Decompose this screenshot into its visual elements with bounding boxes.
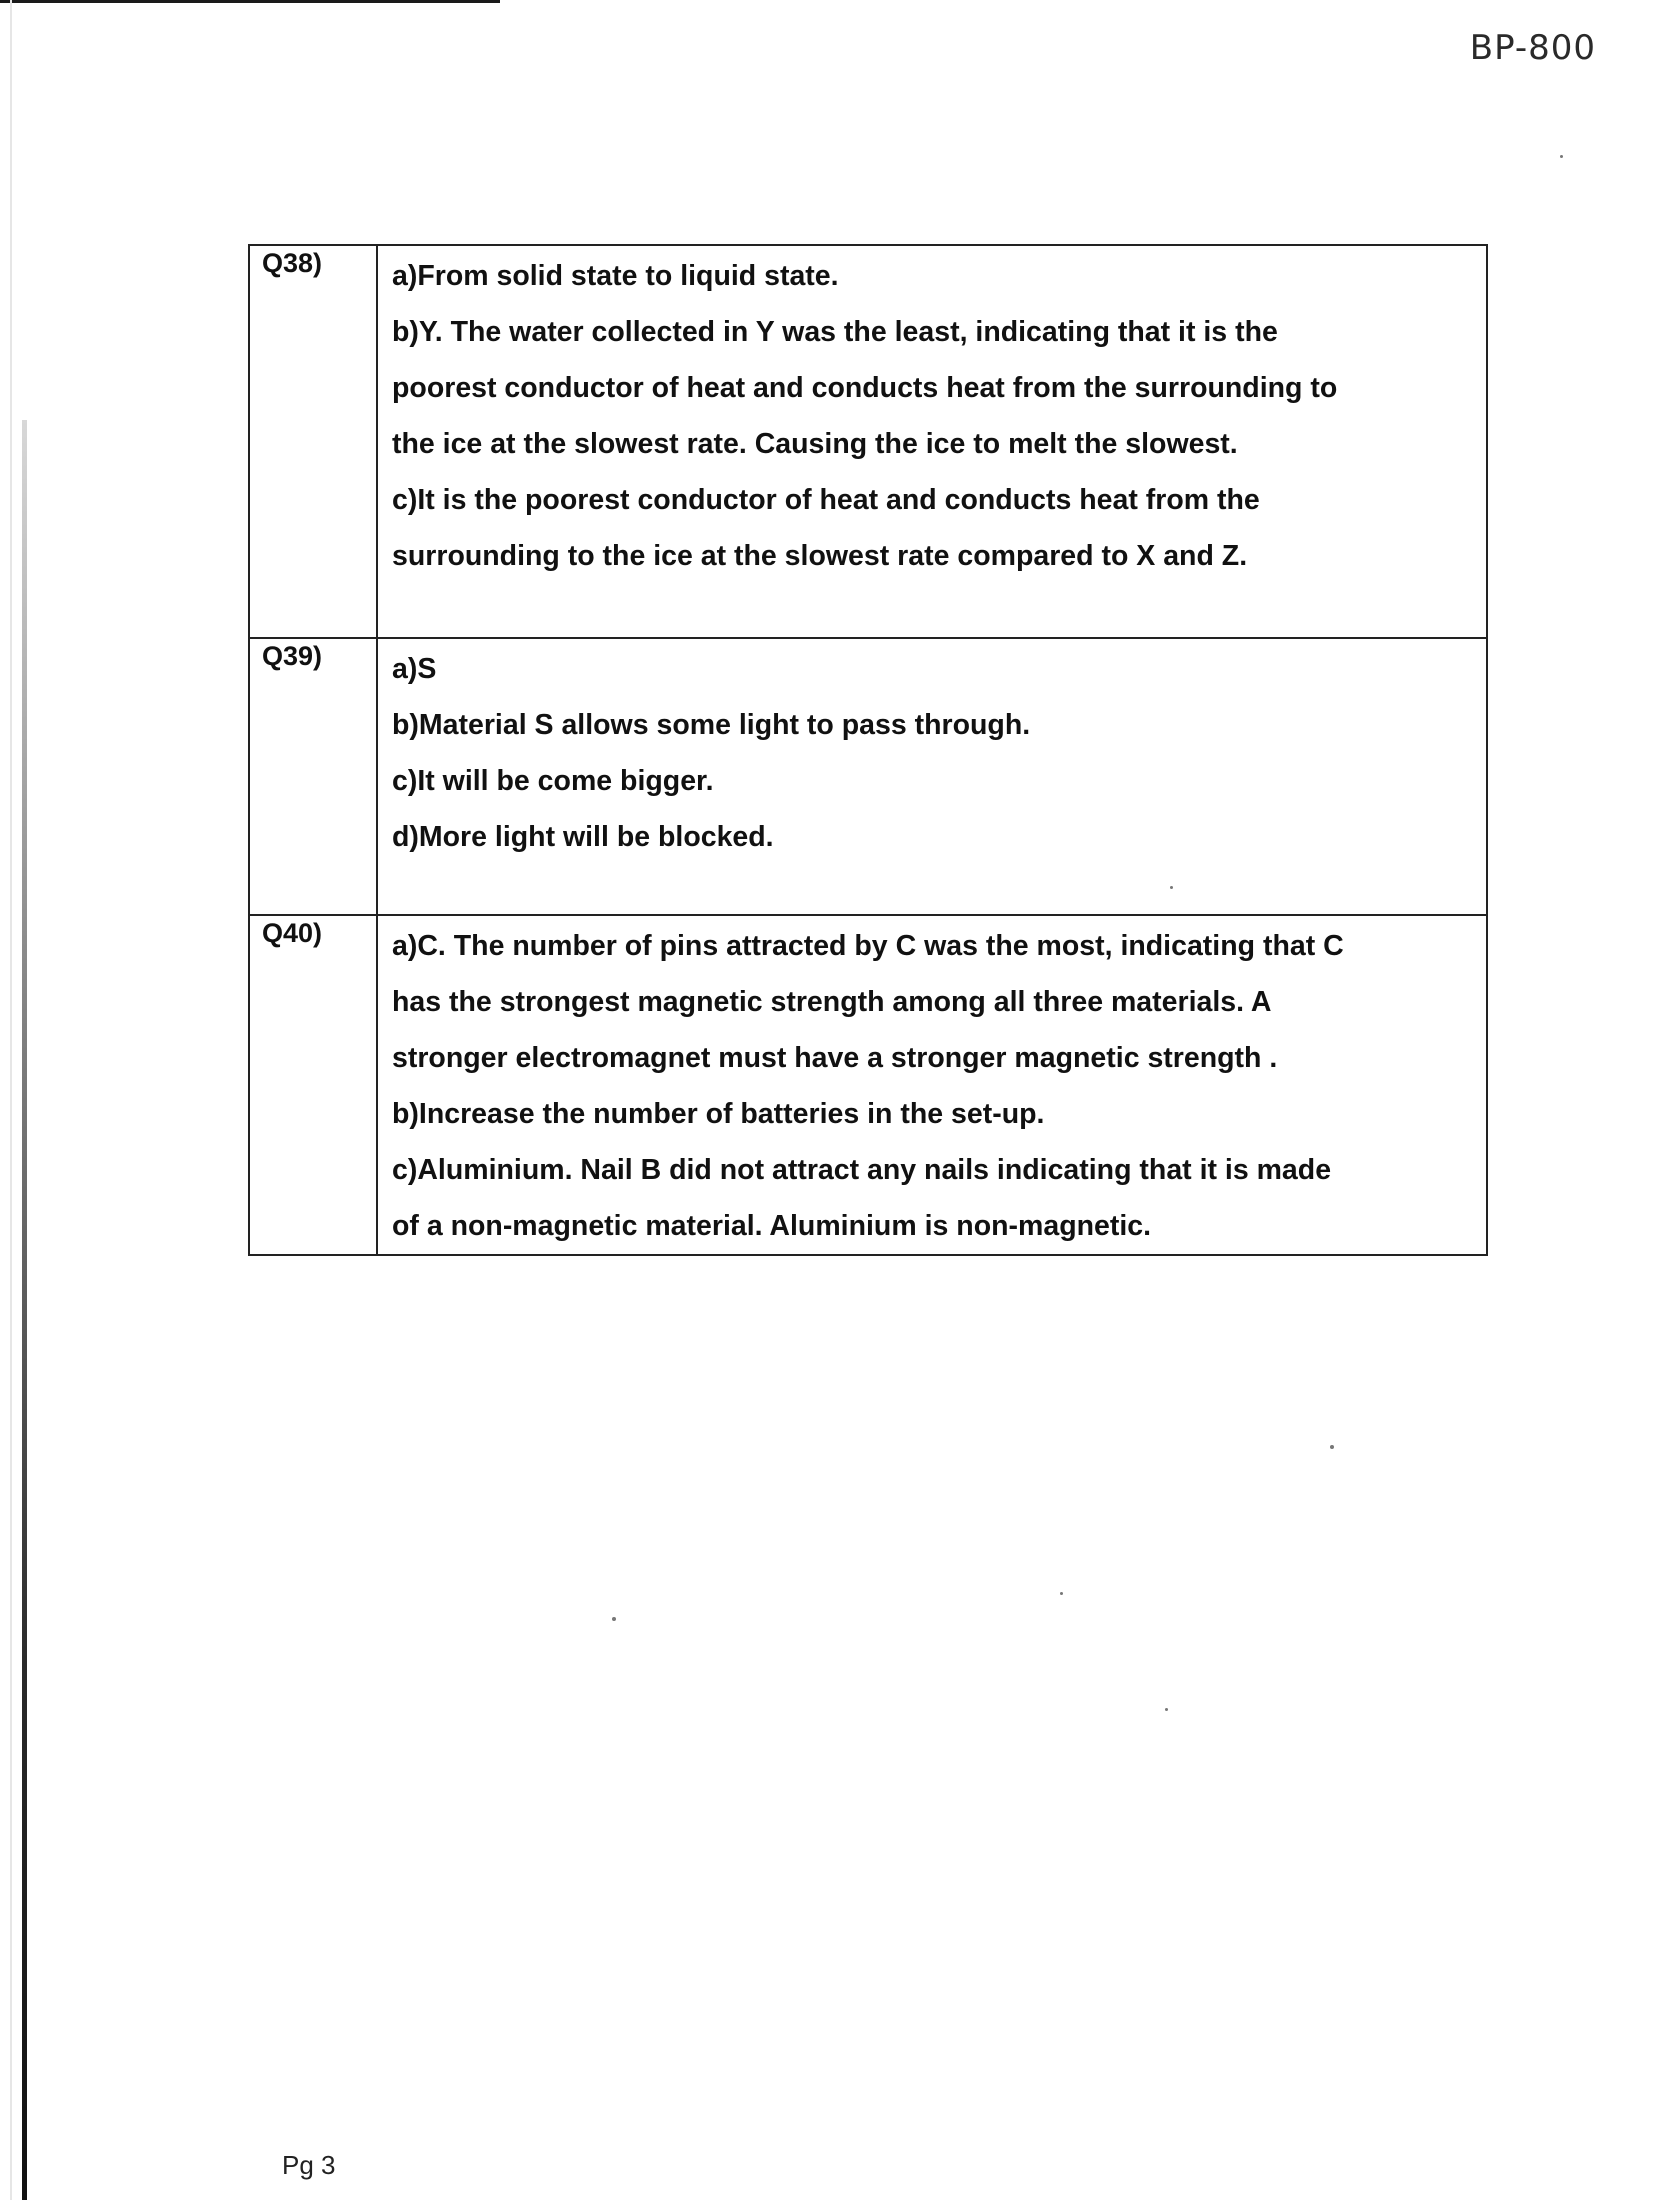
- answer-line: c)Aluminium. Nail B did not attract any nails indicating that it is made: [392, 1154, 1332, 1186]
- scan-speck: [1170, 886, 1173, 889]
- answer-cell: [377, 245, 1487, 638]
- answer-line: of a non-magnetic material. Aluminium is non-magnetic.: [392, 1210, 1152, 1242]
- answer-line: b)Y. The water collected in Y was the least, indicating that it is the: [392, 316, 1278, 348]
- answer-line: a)From solid state to liquid state.: [392, 260, 839, 292]
- table-row: [249, 638, 1487, 915]
- scan-top-line: [0, 0, 500, 3]
- answer-line: poorest conductor of heat and conducts heat from the surrounding to: [392, 372, 1338, 404]
- scan-left-edge-faint: [10, 0, 12, 2200]
- answer-cell: [377, 638, 1487, 915]
- answer-line: c)It is the poorest conductor of heat and conducts heat from the: [392, 484, 1260, 516]
- table-row: [249, 245, 1487, 638]
- answer-line: b)Material S allows some light to pass through.: [392, 709, 1031, 741]
- scan-speck: [1165, 1708, 1168, 1711]
- question-number: Q39): [249, 638, 377, 915]
- scan-speck: [1330, 1445, 1334, 1449]
- answer-line: a)S: [392, 653, 437, 685]
- answer-line: surrounding to the ice at the slowest rate compared to X and Z.: [392, 540, 1248, 572]
- question-number: Q40): [249, 915, 377, 1255]
- table-row: [249, 915, 1487, 1255]
- scan-speck: [1060, 1592, 1063, 1595]
- question-number: Q38): [249, 245, 377, 638]
- scan-left-edge: [22, 420, 27, 2200]
- answer-line: has the strongest magnetic strength among all three materials. A: [392, 986, 1272, 1018]
- scan-speck: [612, 1617, 616, 1621]
- document-code: BP-800: [1469, 28, 1596, 68]
- answer-line: a)C. The number of pins attracted by C was the most, indicating that C: [392, 930, 1344, 962]
- answer-line: the ice at the slowest rate. Causing the ice to melt the slowest.: [392, 428, 1238, 460]
- answer-cell: [377, 915, 1487, 1255]
- answer-line: c)It will be come bigger.: [392, 765, 714, 797]
- answer-line: d)More light will be blocked.: [392, 821, 774, 853]
- scan-speck: [1560, 155, 1563, 158]
- answer-line: stronger electromagnet must have a stronger magnetic strength .: [392, 1042, 1278, 1074]
- answer-line: b)Increase the number of batteries in the set-up.: [392, 1098, 1045, 1130]
- page-number: Pg 3: [282, 2150, 336, 2180]
- answer-table: [248, 244, 1488, 1256]
